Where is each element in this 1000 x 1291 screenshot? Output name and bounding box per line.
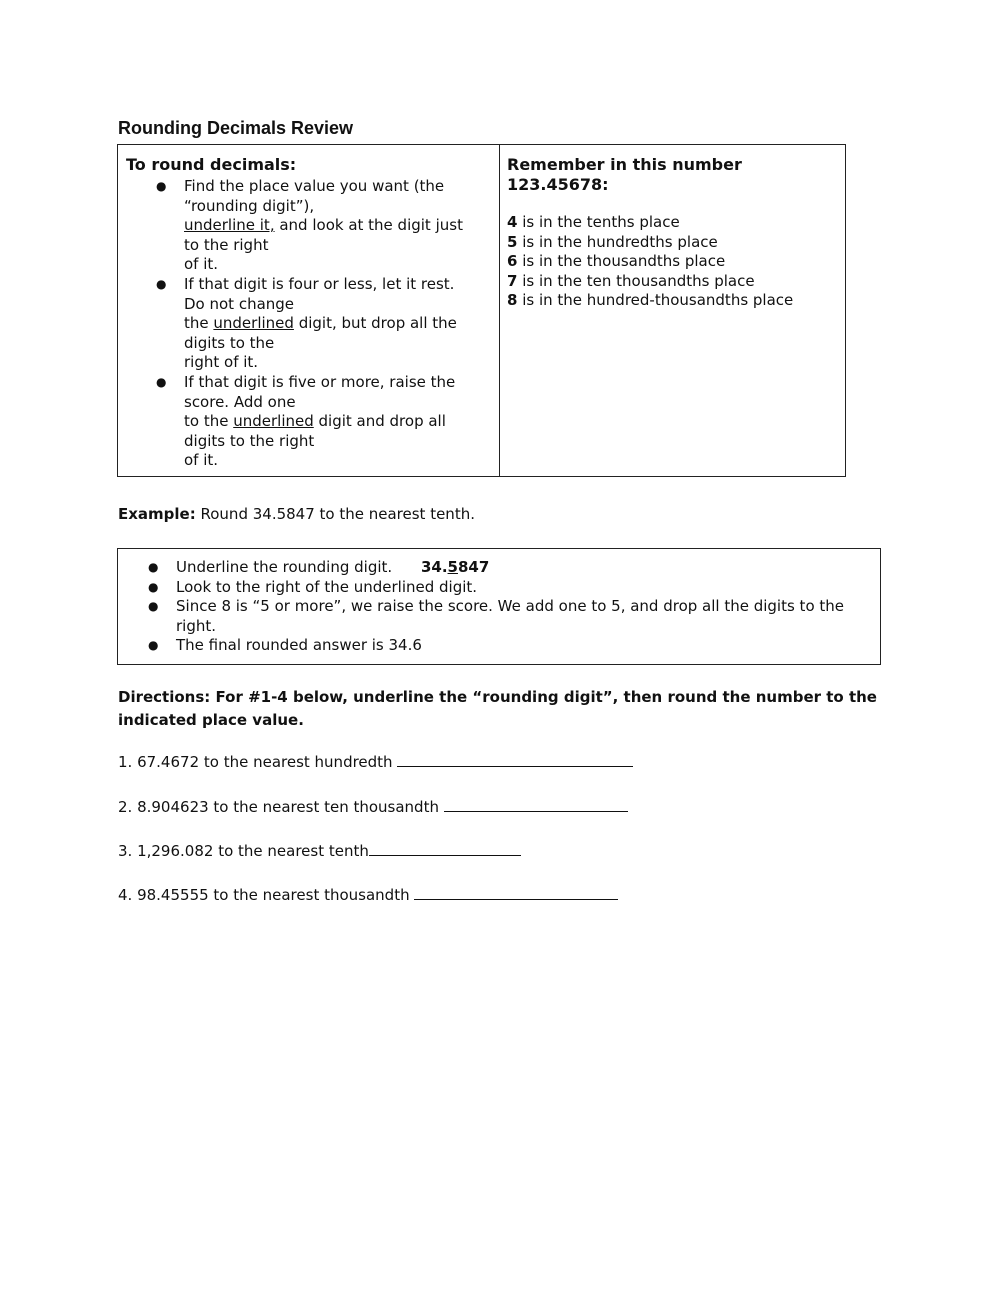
example-number: 34.5847 bbox=[420, 558, 490, 576]
bullet-icon: ● bbox=[148, 560, 159, 574]
place-value-item: 7 is in the ten thousandths place bbox=[507, 271, 755, 290]
example-step: ● The final rounded answer is 34.6 bbox=[148, 636, 422, 655]
place-value-number: 123.45678: bbox=[507, 175, 609, 194]
example-step: ● Since 8 is “5 or more”, we raise the score. We add one to 5, and drop all the digits to the right. bbox=[148, 597, 845, 635]
answer-blank-3[interactable] bbox=[369, 841, 521, 856]
example-step: ● Underline the rounding digit. 34.5847 bbox=[148, 558, 490, 576]
rule-item: ● Find the place value you want (the “rounding digit”), underline it, and look at the digit just to the right of it. bbox=[156, 177, 463, 274]
rounding-digit: 5 bbox=[447, 558, 458, 576]
rule-item: ● If that digit is five or more, raise the score. Add one to the underlined digit and drop all digits to the right of it. bbox=[156, 372, 456, 470]
place-value-cell bbox=[507, 155, 837, 311]
column-divider bbox=[499, 145, 500, 476]
example-label: Example: bbox=[118, 505, 196, 523]
rules-list bbox=[126, 177, 491, 471]
review-table bbox=[117, 144, 846, 477]
bullet-icon: ● bbox=[156, 276, 167, 291]
rules-heading: To round decimals: bbox=[126, 155, 297, 174]
bullet-icon: ● bbox=[156, 179, 167, 193]
page-title: Rounding Decimals Review bbox=[118, 118, 354, 138]
underlined-text: underline it, bbox=[184, 216, 275, 235]
rules-cell bbox=[126, 155, 491, 471]
bullet-icon: ● bbox=[148, 599, 159, 614]
answer-blank-1[interactable] bbox=[397, 752, 633, 767]
place-value-list bbox=[507, 213, 837, 311]
example-box bbox=[117, 548, 881, 665]
bullet-icon: ● bbox=[148, 638, 159, 653]
underlined-text: underlined bbox=[233, 412, 314, 431]
example-steps bbox=[118, 558, 868, 656]
place-value-item: 6 is in the thousandths place bbox=[507, 252, 726, 271]
directions: Directions: For #1-4 below, underline the “rounding digit”, then round the number to the indicated place value. bbox=[118, 688, 877, 729]
bullet-icon: ● bbox=[148, 579, 159, 594]
question-4: 4. 98.45555 to the nearest thousandth bbox=[118, 885, 618, 904]
place-value-item: 5 is in the hundredths place bbox=[507, 232, 718, 251]
rule-item: ● If that digit is four or less, let it rest. Do not change the underlined digit, but drop all the digits to the right of it. bbox=[156, 274, 457, 372]
underlined-text: underlined bbox=[213, 314, 294, 333]
question-1: 1. 67.4672 to the nearest hundredth bbox=[118, 752, 633, 771]
bullet-icon: ● bbox=[156, 374, 167, 389]
example-step: ● Look to the right of the underlined digit. bbox=[148, 577, 478, 596]
question-2: 2. 8.904623 to the nearest ten thousandth bbox=[118, 797, 628, 816]
answer-blank-4[interactable] bbox=[414, 885, 618, 900]
question-3: 3. 1,296.082 to the nearest tenth bbox=[118, 841, 521, 860]
place-value-item: 8 is in the hundred-thousandths place bbox=[507, 291, 794, 310]
place-value-heading: Remember in this number bbox=[507, 155, 742, 174]
example-prompt: Example: Round 34.5847 to the nearest tenth. bbox=[118, 505, 475, 523]
answer-blank-2[interactable] bbox=[444, 797, 628, 812]
place-value-item: 4 is in the tenths place bbox=[507, 213, 680, 231]
